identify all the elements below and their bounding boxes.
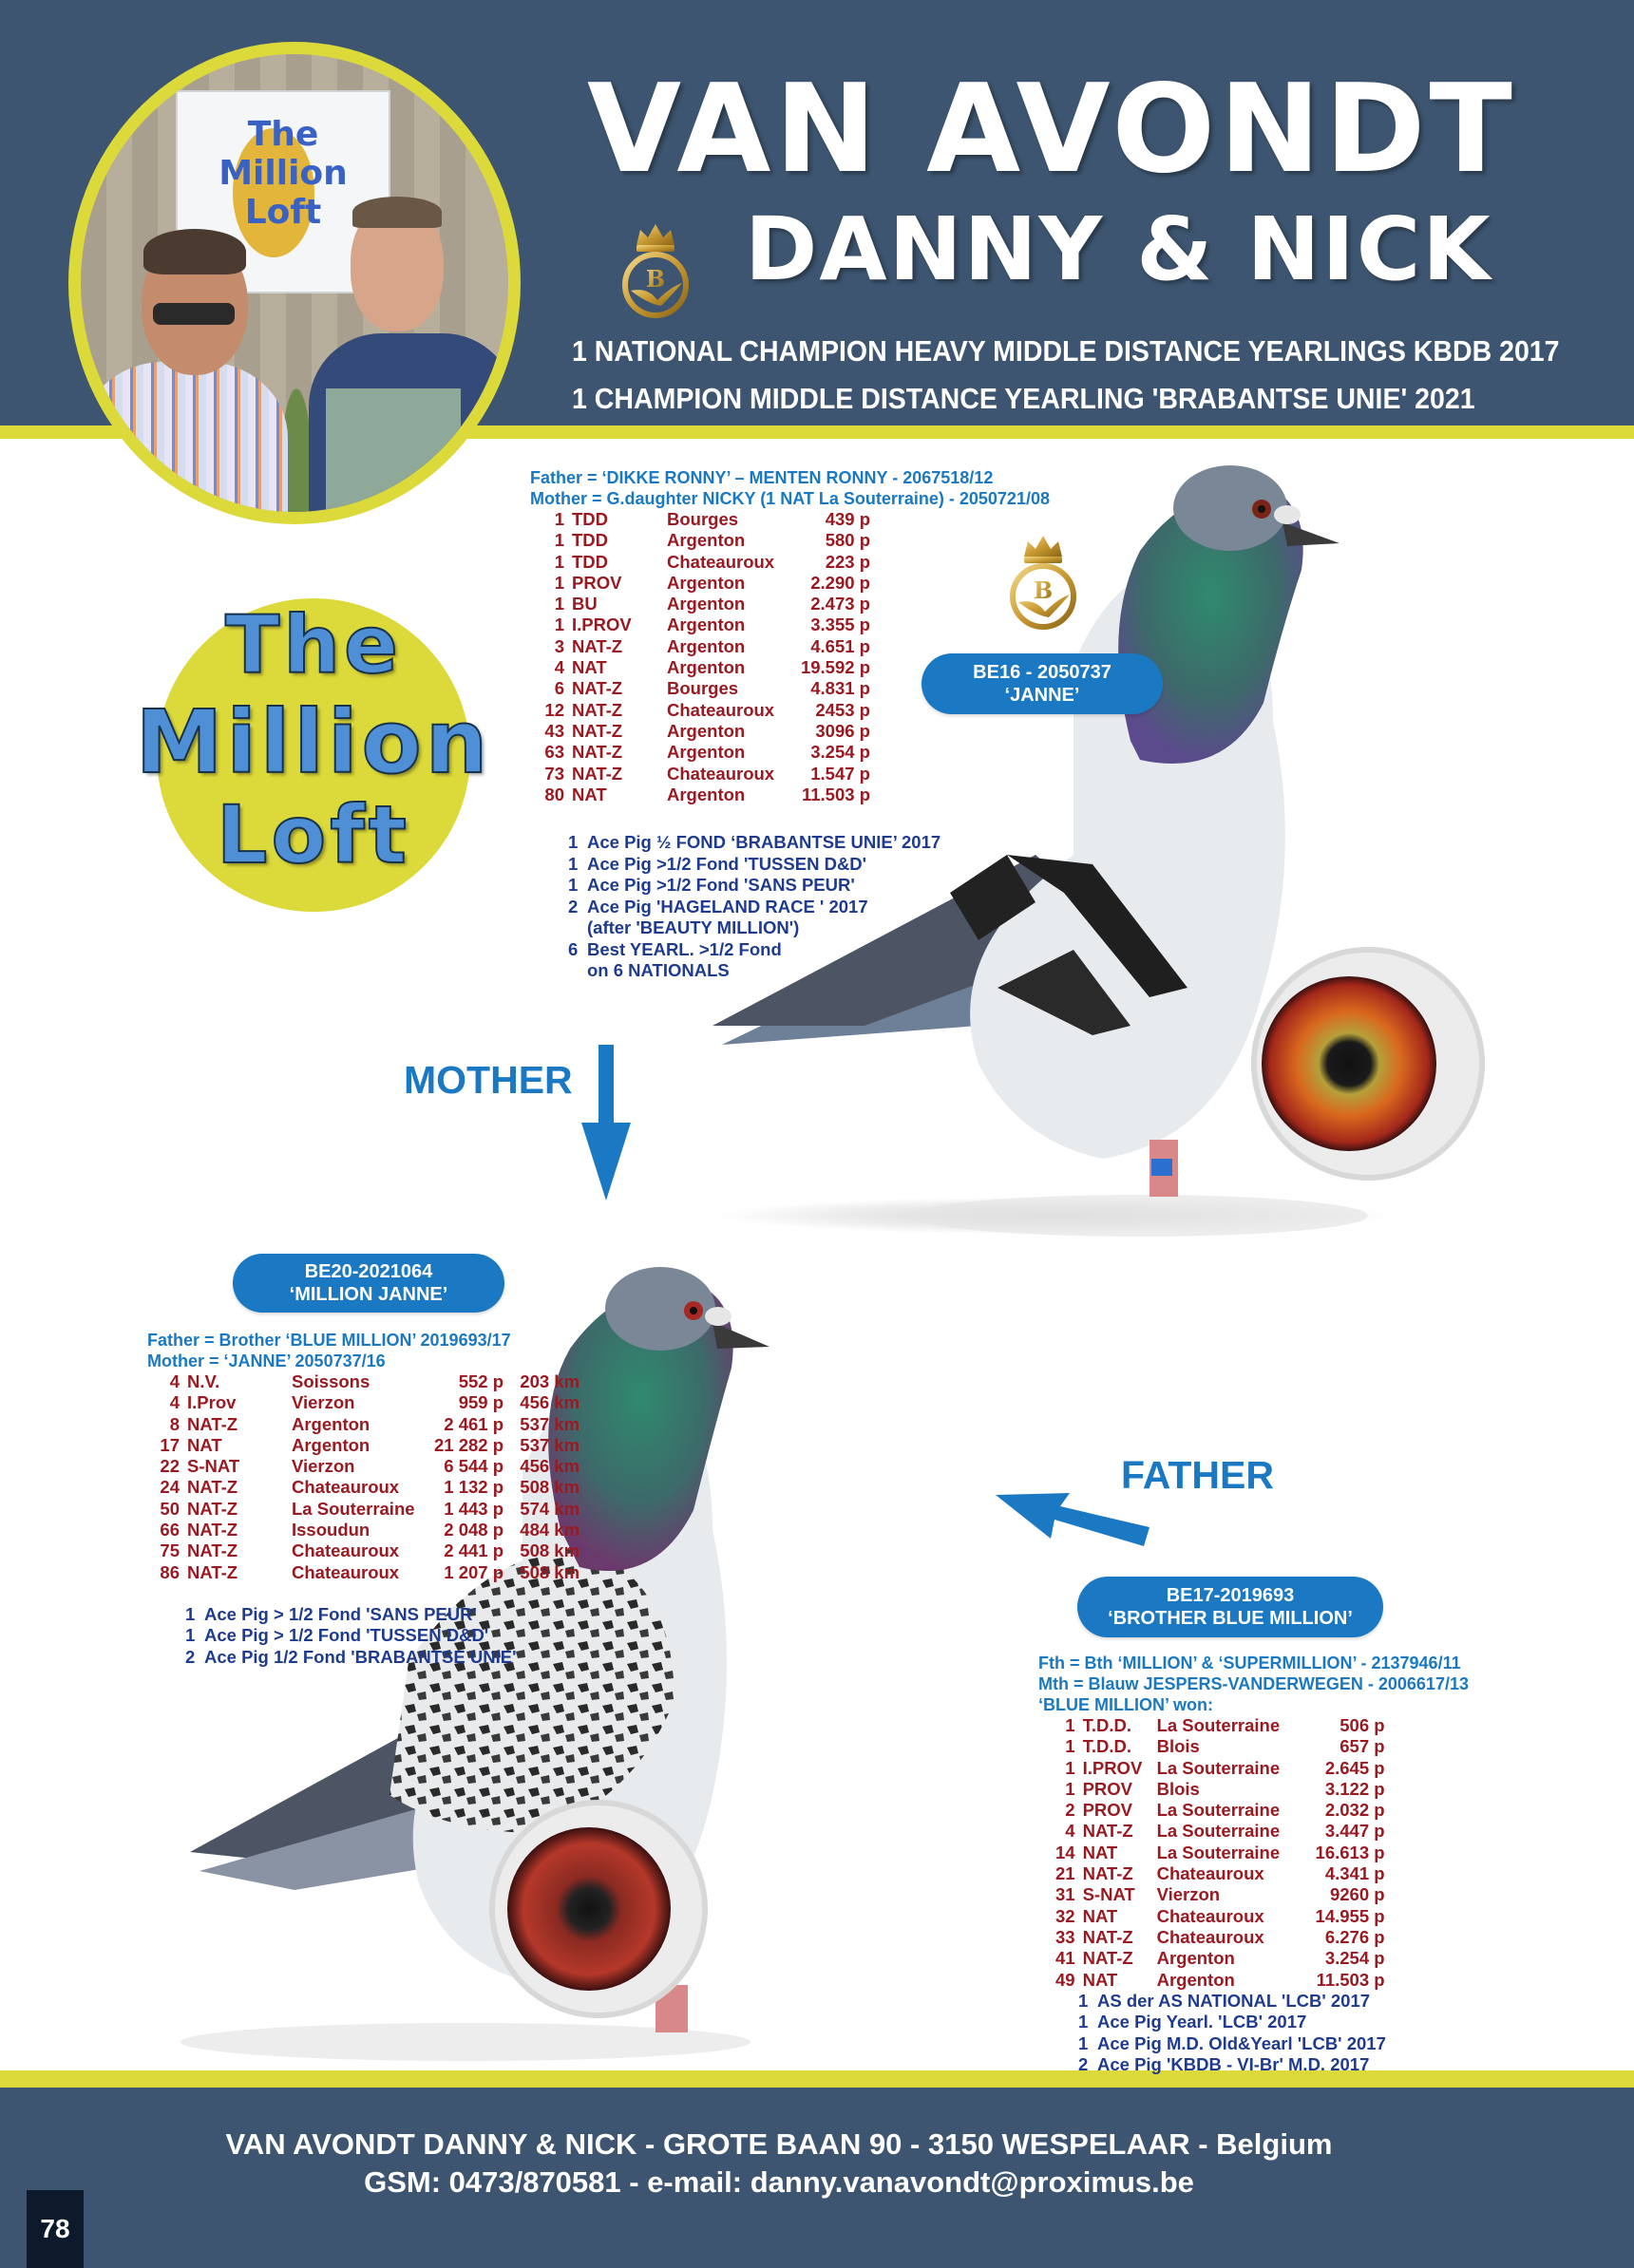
result-rank: 4 [169,1392,180,1413]
arrow-down-icon [580,1045,633,1202]
result-km: 574 km [520,1498,580,1519]
result-level: PROV [1082,1778,1133,1799]
ace-text: Ace Pig ½ FOND ‘BRABANTSE UNIE’ 2017 [587,832,941,853]
result-level: NAT [572,784,607,804]
result-place: Chateauroux [292,1477,400,1498]
result-points: 21 282 p [434,1434,504,1455]
ace-item [185,1604,580,1626]
page-title: VAN AVONDT [587,59,1516,200]
result-points: 3.254 p [810,742,870,763]
result-km: 537 km [520,1413,580,1434]
result-row [530,552,870,573]
result-place: Argenton [1156,1969,1235,1990]
result-rank: 43 [544,720,564,741]
ace-text: (after 'BEAUTY MILLION') [587,917,800,938]
result-rank: 63 [544,742,564,763]
result-place: La Souterraine [1156,1757,1281,1778]
result-row [147,1392,580,1413]
result-rank: 31 [1055,1884,1075,1905]
result-row [147,1499,580,1520]
result-place: Argenton [292,1434,370,1455]
result-place: La Souterraine [292,1498,415,1519]
result-points: 11.503 p [801,784,870,804]
result-points: 11.503 p [1316,1969,1385,1990]
result-place: Blois [1156,1736,1200,1757]
result-row [1055,1736,1385,1757]
logo-word: Million [135,691,492,793]
result-points: 1.547 p [810,763,870,784]
result-row [1055,1715,1385,1736]
result-rank: 24 [160,1477,180,1498]
ring-badge-million-janne [233,1254,504,1313]
mother-label: MOTHER [404,1058,573,1102]
arrow-left-icon [988,1482,1159,1548]
janne-pedigree [530,467,1050,982]
result-place: Bourges [667,678,739,699]
result-place: Argenton [667,742,746,763]
result-row [1055,1948,1385,1969]
result-place: Bourges [667,509,739,529]
result-points: 3096 p [815,720,870,741]
result-row [530,764,870,784]
achievement-line: 1 NATIONAL CHAMPION HEAVY MIDDLE DISTANCE YEARLINGS KBDB 2017 [572,334,1560,368]
result-row [147,1435,580,1456]
ace-rank: 1 [185,1603,196,1624]
result-level: NAT-Z [572,678,623,699]
ace-rank: 1 [1078,2032,1089,2053]
janne-results-table [530,509,870,805]
million-loft-logo [100,579,527,883]
ace-text: Ace Pig 'KBDB - VI-Br' M.D. 2017 [1097,2054,1370,2075]
result-row [1055,1906,1385,1927]
result-row [147,1477,580,1498]
result-rank: 80 [544,784,564,804]
result-place: Vierzon [292,1392,355,1413]
result-level: NAT-Z [1082,1948,1133,1969]
photo-image [81,54,508,512]
result-level: NAT [1082,1969,1118,1990]
result-row [530,784,870,805]
result-row [1055,1970,1385,1991]
result-level: TDD [572,509,609,529]
result-place: Issoudun [292,1520,370,1540]
million-janne-results-table [147,1371,580,1583]
ring-number: BE16 - 2050737 [973,662,1112,683]
result-level: NAT-Z [572,742,623,763]
result-points: 2.473 p [810,594,870,614]
million-janne-pedigree [147,1330,580,1668]
million-janne-ace-list [185,1604,580,1669]
result-level: I.Prov [187,1392,237,1413]
breeders-photo [68,42,521,524]
crest-letter: B [1033,576,1054,604]
ace-text: Ace Pig >1/2 Fond 'SANS PEUR' [587,875,855,896]
ace-text: Ace Pig 'HAGELAND RACE ' 2017 [587,896,868,917]
ace-item [568,875,1050,897]
result-rank: 6 [554,678,564,699]
ace-text: Ace Pig Yearl. 'LCB' 2017 [1097,2012,1307,2032]
page-subtitle-names: DANNY & NICK [745,198,1492,300]
result-row [147,1562,580,1583]
ace-text: Ace Pig > 1/2 Fond 'TUSSEN D&D' [204,1625,489,1646]
result-points: 3.122 p [1324,1778,1385,1799]
sign-word: Million [218,154,348,193]
result-level: NAT-Z [572,720,623,741]
result-level: NAT-Z [187,1540,238,1561]
ace-rank: 1 [1078,1990,1089,2011]
result-rank: 1 [1065,1715,1075,1735]
ace-text: AS der AS NATIONAL 'LCB' 2017 [1097,1990,1371,2011]
ace-rank [568,917,587,939]
result-level: NAT-Z [187,1413,238,1434]
result-rank: 12 [544,699,564,720]
result-level: NAT-Z [187,1520,238,1540]
pigeon-name: ‘MILLION JANNE’ [289,1284,448,1305]
ring-badge-janne [922,653,1163,714]
result-place: Chateauroux [292,1540,400,1561]
result-place: La Souterraine [1156,1821,1281,1842]
ace-item [1078,1991,1469,2013]
result-points: 657 p [1340,1736,1385,1757]
ace-rank: 2 [185,1646,196,1667]
result-place: La Souterraine [1156,1800,1281,1821]
ace-item [1078,2054,1469,2076]
result-km: 203 km [520,1371,580,1391]
result-km: 508 km [520,1540,580,1561]
ace-item [568,917,1050,939]
result-row [530,509,870,530]
ring-number: BE20-2021064 [304,1261,433,1282]
result-rank: 14 [1055,1842,1075,1862]
million-janne-father-line: Father = Brother ‘BLUE MILLION’ 2019693/17 [147,1331,511,1350]
page-number: 78 [27,2190,84,2268]
result-place: Argenton [667,657,746,678]
result-level: NAT-Z [572,699,623,720]
result-place: Argenton [1156,1948,1235,1969]
result-level: NAT [1082,1905,1118,1926]
result-place: Soissons [292,1371,370,1391]
result-rank: 49 [1055,1969,1075,1990]
result-level: BU [572,594,598,614]
father-label: FATHER [1121,1453,1274,1497]
ace-rank: 1 [1078,2012,1089,2032]
result-row [1055,1927,1385,1948]
ace-rank: 6 [568,938,579,959]
result-place: Chateauroux [1156,1863,1264,1884]
result-place: Argenton [667,635,746,656]
result-rank: 75 [160,1540,180,1561]
result-place: Argenton [667,572,746,593]
ace-item [568,939,1050,961]
result-rank: 3 [554,635,564,656]
ace-item [185,1647,580,1669]
result-level: NAT [572,657,607,678]
result-place: Argenton [667,784,746,804]
result-rank: 1 [1065,1778,1075,1799]
result-points: 4.831 p [810,678,870,699]
logo-word: Loft [217,788,410,881]
sunglasses [153,303,235,325]
result-points: 9260 p [1329,1884,1385,1905]
ace-item [568,960,1050,982]
result-row [530,742,870,763]
result-rank: 1 [554,572,564,593]
ace-rank: 1 [568,875,579,896]
result-rank: 21 [1055,1863,1075,1884]
result-rank: 50 [160,1498,180,1519]
ace-rank [568,960,587,982]
result-place: Chateauroux [1156,1905,1264,1926]
result-level: I.PROV [572,614,632,635]
blue-million-ace-list [1078,1991,1469,2076]
result-points: 1 207 p [444,1561,504,1582]
result-points: 6.276 p [1324,1926,1385,1947]
ace-text: on 6 NATIONALS [587,960,730,981]
result-rank: 4 [1065,1821,1075,1842]
result-level: NAT-Z [1082,1863,1133,1884]
result-level: T.D.D. [1082,1715,1131,1735]
result-km: 508 km [520,1561,580,1582]
result-points: 506 p [1340,1715,1385,1735]
result-row [147,1414,580,1435]
result-level: T.D.D. [1082,1736,1131,1757]
result-points: 2.290 p [810,572,870,593]
result-level: TDD [572,530,609,551]
result-points: 3.254 p [1324,1948,1385,1969]
result-level: I.PROV [1082,1757,1143,1778]
result-row [530,573,870,594]
result-place: Argenton [667,594,746,614]
footer-contact: GSM: 0473/870581 - e-mail: danny.vanavondt@proximus.be [364,2165,1194,2199]
result-level: N.V. [187,1371,220,1391]
result-rank: 1 [554,614,564,635]
footer-address: VAN AVONDT DANNY & NICK - GROTE BAAN 90 - 3150 WESPELAAR - Belgium [225,2127,1333,2161]
result-rank: 41 [1055,1948,1075,1969]
result-level: NAT [187,1434,222,1455]
result-points: 6 544 p [444,1456,504,1477]
result-place: Chateauroux [667,699,775,720]
result-points: 580 p [825,530,870,551]
ace-rank: 1 [568,832,579,853]
result-points: 3.355 p [810,614,870,635]
ring-number: BE17-2019693 [1166,1585,1295,1606]
result-row [530,657,870,678]
janne-mother-line: Mother = G.daughter NICKY (1 NAT La Souterraine) - 2050721/08 [530,489,1050,508]
result-row [1055,1758,1385,1779]
brother-mother-line: Mth = Blauw JESPERS-VANDERWEGEN - 2006617/13 [1038,1674,1469,1693]
result-place: Chateauroux [1156,1926,1264,1947]
ace-item [185,1625,580,1647]
result-points: 959 p [458,1392,504,1413]
result-level: NAT-Z [187,1561,238,1582]
result-km: 456 km [520,1456,580,1477]
brother-blue-million-pedigree [1038,1653,1469,2076]
ace-item [568,854,1050,876]
result-level: NAT-Z [572,763,623,784]
result-level: NAT-Z [187,1498,238,1519]
result-row [1055,1843,1385,1863]
result-rank: 2 [1065,1800,1075,1821]
result-row [1055,1821,1385,1842]
ace-item [1078,2012,1469,2033]
result-rank: 66 [160,1520,180,1540]
pigeon-name: ‘BROTHER BLUE MILLION’ [1108,1608,1353,1629]
result-row [530,594,870,614]
result-rank: 4 [169,1371,180,1391]
result-rank: 1 [554,551,564,572]
result-km: 484 km [520,1520,580,1540]
result-place: Argenton [667,614,746,635]
result-row [147,1540,580,1561]
ace-rank: 1 [185,1625,196,1646]
result-points: 3.447 p [1324,1821,1385,1842]
result-level: PROV [1082,1800,1133,1821]
result-place: Chateauroux [667,551,775,572]
result-points: 16.613 p [1315,1842,1385,1862]
sign-word: The [247,115,319,154]
janne-ace-list [568,832,1050,982]
ace-item [568,897,1050,918]
result-row [1055,1779,1385,1800]
result-place: La Souterraine [1156,1842,1281,1862]
result-points: 223 p [825,551,870,572]
sign-word: Loft [244,193,322,232]
result-row [147,1456,580,1477]
crest-letter: B [645,265,666,293]
pigeon-name: ‘JANNE’ [1004,685,1080,706]
result-points: 19.592 p [800,657,870,678]
result-points: 2 048 p [444,1520,504,1540]
result-place: Argenton [667,720,746,741]
result-level: PROV [572,572,622,593]
result-level: NAT-Z [572,635,623,656]
result-points: 552 p [458,1371,504,1391]
result-row [530,636,870,657]
result-rank: 1 [1065,1757,1075,1778]
result-points: 4.651 p [810,635,870,656]
result-level: TDD [572,551,609,572]
result-points: 2453 p [815,699,870,720]
ace-item [568,832,1050,854]
ace-text: Best YEARL. >1/2 Fond [587,938,782,959]
ace-text: Ace Pig > 1/2 Fond 'SANS PEUR' [204,1603,477,1624]
result-row [1055,1884,1385,1905]
kbdb-crest-icon [1007,528,1079,634]
result-points: 439 p [825,509,870,529]
result-rank: 1 [554,530,564,551]
ace-rank: 2 [568,896,579,917]
ace-rank: 1 [568,853,579,874]
result-row [147,1371,580,1392]
result-points: 2 461 p [444,1413,504,1434]
result-rank: 22 [160,1456,180,1477]
ace-text: Ace Pig >1/2 Fond 'TUSSEN D&D' [587,853,867,874]
result-place: Blois [1156,1778,1200,1799]
result-place: Argenton [667,530,746,551]
result-level: NAT [1082,1842,1118,1862]
ace-rank: 2 [1078,2054,1089,2075]
result-place: La Souterraine [1156,1715,1281,1735]
blue-million-won-line: ‘BLUE MILLION’ won: [1038,1695,1213,1714]
result-points: 1 443 p [444,1498,504,1519]
result-points: 14.955 p [1315,1905,1385,1926]
result-points: 4.341 p [1324,1863,1385,1884]
result-rank: 1 [554,594,564,614]
brother-father-line: Fth = Bth ‘MILLION’ & ‘SUPERMILLION’ - 2137946/11 [1038,1654,1461,1673]
result-rank: 4 [554,657,564,678]
million-janne-mother-line: Mother = ‘JANNE’ 2050737/16 [147,1351,386,1370]
achievement-line: 1 CHAMPION MIDDLE DISTANCE YEARLING 'BRABANTSE UNIE' 2021 [572,382,1475,415]
result-km: 537 km [520,1434,580,1455]
ace-text: Ace Pig 1/2 Fond 'BRABANTSE UNIE' [204,1646,517,1667]
result-points: 2 441 p [444,1540,504,1561]
result-level: NAT-Z [187,1477,238,1498]
result-place: Vierzon [292,1456,355,1477]
result-points: 1 132 p [444,1477,504,1498]
result-row [1055,1800,1385,1821]
result-row [530,700,870,721]
result-km: 508 km [520,1477,580,1498]
person-danny [81,362,288,512]
result-level: S-NAT [187,1456,240,1477]
result-row [147,1520,580,1540]
result-place: Vierzon [1156,1884,1221,1905]
result-level: S-NAT [1082,1884,1135,1905]
result-level: NAT-Z [1082,1821,1133,1842]
result-rank: 73 [544,763,564,784]
result-points: 2.645 p [1324,1757,1385,1778]
result-rank: 33 [1055,1926,1075,1947]
result-row [530,614,870,635]
ace-text: Ace Pig M.D. Old&Yearl 'LCB' 2017 [1097,2032,1386,2053]
result-row [530,721,870,742]
result-place: Argenton [292,1413,370,1434]
result-rank: 17 [160,1434,180,1455]
ace-item [1078,2033,1469,2055]
result-place: Chateauroux [667,763,775,784]
janne-father-line: Father = ‘DIKKE RONNY’ – MENTEN RONNY - 2067518/12 [530,468,994,487]
result-rank: 32 [1055,1905,1075,1926]
ring-badge-brother-blue-million [1077,1577,1383,1637]
kbdb-crest-icon [619,217,692,323]
logo-word: The [224,598,403,691]
result-row [1055,1863,1385,1884]
result-rank: 8 [169,1413,180,1434]
result-row [530,530,870,551]
result-rank: 86 [160,1561,180,1582]
footer [0,2088,1634,2268]
blue-million-results-table [1055,1715,1385,1991]
result-place: Chateauroux [292,1561,400,1582]
result-rank: 1 [554,509,564,529]
result-row [530,678,870,699]
result-level: NAT-Z [1082,1926,1133,1947]
result-km: 456 km [520,1392,580,1413]
result-points: 2.032 p [1324,1800,1385,1821]
result-rank: 1 [1065,1736,1075,1757]
